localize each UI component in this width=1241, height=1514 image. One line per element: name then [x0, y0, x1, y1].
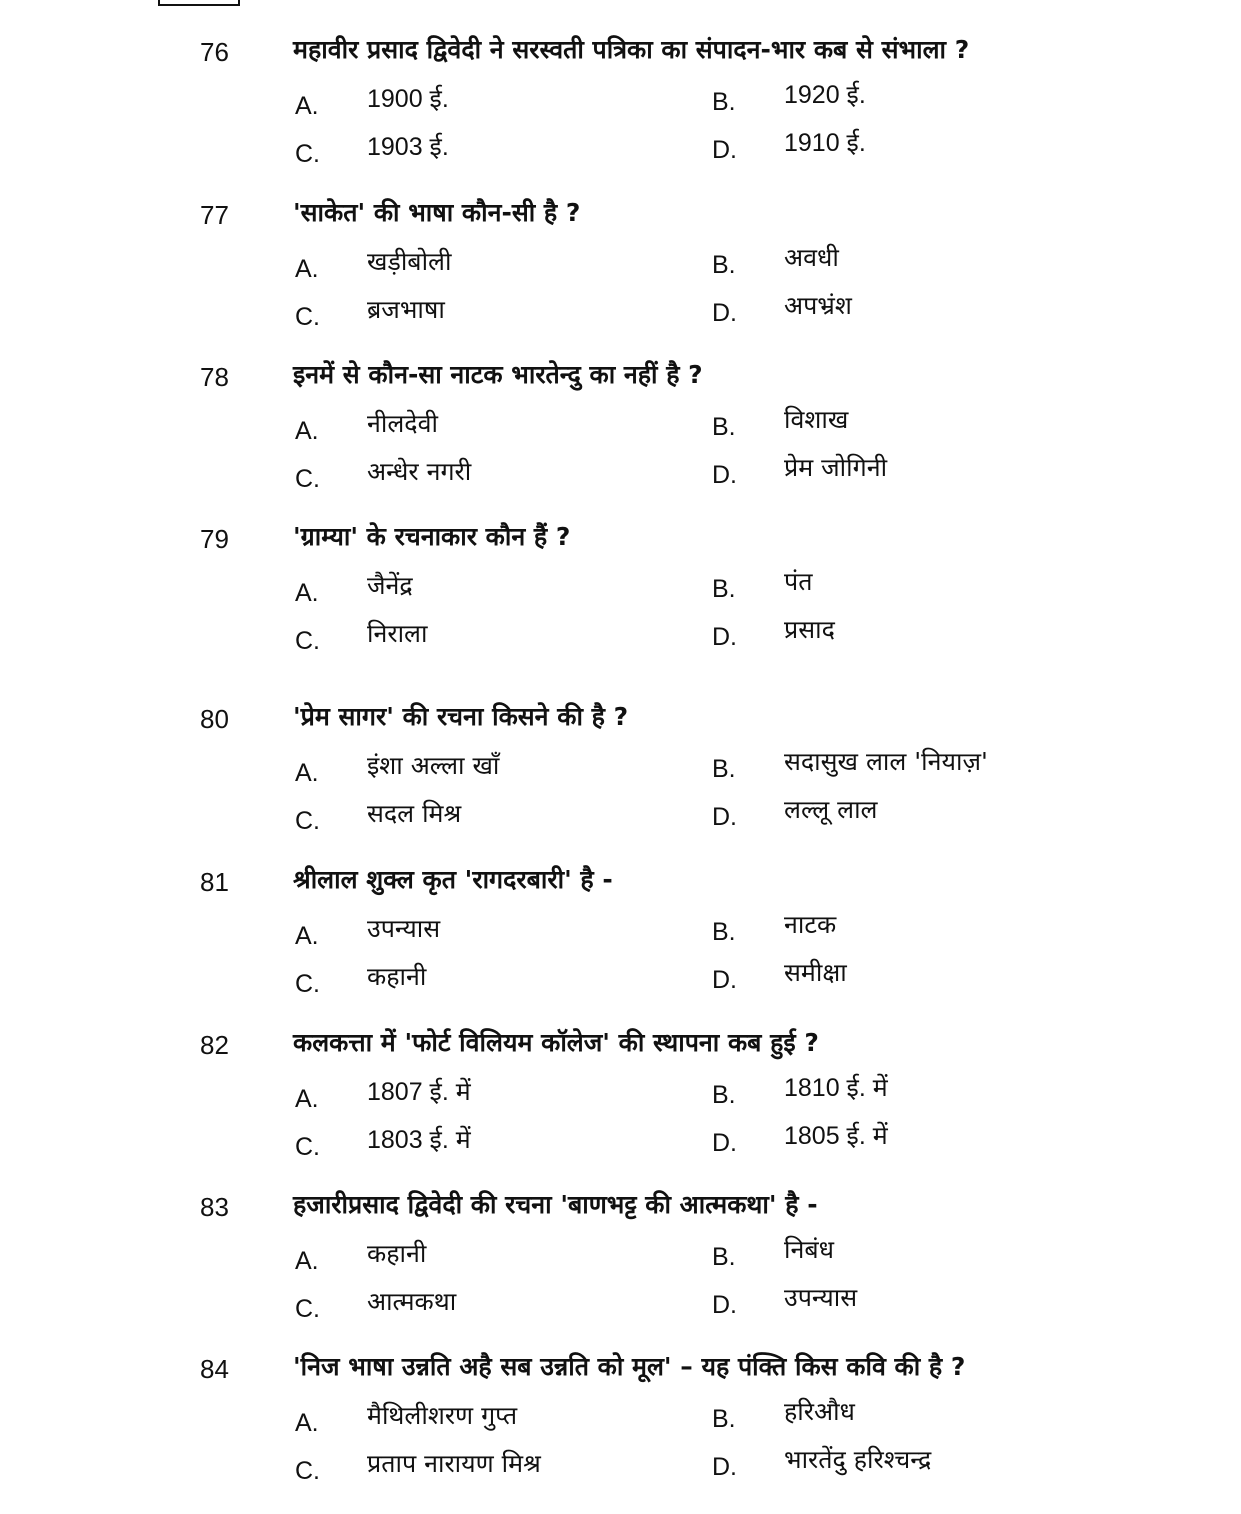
option-letter: C.: [295, 807, 320, 835]
option-text: नाटक: [784, 910, 837, 939]
booklet-code-box: [158, 0, 240, 6]
option-text: 1903 ई.: [367, 133, 449, 161]
question-78: [0, 362, 1241, 522]
question-number: 83: [200, 1192, 229, 1222]
option-letter: C.: [295, 303, 320, 331]
option-text: उपन्यास: [784, 1283, 858, 1312]
question-number: 78: [200, 362, 229, 392]
option-text: 1920 ई.: [784, 81, 866, 109]
option-letter: D.: [712, 461, 737, 489]
question-number: 76: [200, 37, 229, 67]
question-number: 80: [200, 704, 229, 734]
option-text: 1810 ई. में: [784, 1074, 888, 1102]
option-letter: B.: [712, 251, 736, 279]
option-letter: B.: [712, 413, 736, 441]
option-text: 1900 ई.: [367, 85, 449, 113]
option-letter: C.: [295, 465, 320, 493]
question-text: 'ग्राम्या' के रचनाकार कौन हैं ?: [293, 522, 571, 551]
question-text: कलकत्ता में 'फोर्ट विलियम कॉलेज' की स्थापना कब हुई ?: [293, 1028, 819, 1057]
option-text: प्रसाद: [784, 615, 835, 644]
option-letter: B.: [712, 918, 736, 946]
question-80: [0, 704, 1241, 864]
option-letter: A.: [295, 1085, 319, 1113]
option-letter: A.: [295, 922, 319, 950]
option-letter: D.: [712, 1453, 737, 1481]
question-text: 'प्रेम सागर' की रचना किसने की है ?: [293, 702, 629, 731]
option-letter: D.: [712, 1129, 737, 1157]
option-letter: D.: [712, 803, 737, 831]
question-84: [0, 1354, 1241, 1514]
option-text: आत्मकथा: [367, 1287, 457, 1316]
option-letter: D.: [712, 136, 737, 164]
option-letter: D.: [712, 1291, 737, 1319]
option-letter: C.: [295, 1295, 320, 1323]
option-text: समीक्षा: [784, 958, 847, 987]
question-text: हजारीप्रसाद द्विवेदी की रचना 'बाणभट्ट की आत्मकथा' है -: [293, 1190, 818, 1219]
option-text: लल्लू लाल: [784, 795, 878, 824]
option-letter: C.: [295, 140, 320, 168]
option-text: भारतेंदु हरिश्चन्द्र: [784, 1445, 932, 1474]
option-letter: C.: [295, 1457, 320, 1485]
question-82: [0, 1030, 1241, 1190]
option-text: नीलदेवी: [367, 409, 438, 438]
option-letter: A.: [295, 92, 319, 120]
option-text: निबंध: [784, 1235, 835, 1264]
option-text: विशाख: [784, 405, 849, 434]
option-letter: D.: [712, 623, 737, 651]
option-text: अपभ्रंश: [784, 291, 852, 320]
option-text: निराला: [367, 619, 428, 648]
option-text: जैनेंद्र: [367, 571, 413, 600]
option-text: अवधी: [784, 243, 839, 272]
question-text: महावीर प्रसाद द्विवेदी ने सरस्वती पत्रिका का संपादन-भार कब से संभाला ?: [293, 35, 970, 64]
question-text: श्रीलाल शुक्ल कृत 'रागदरबारी' है -: [293, 865, 613, 894]
option-letter: C.: [295, 627, 320, 655]
option-letter: A.: [295, 1247, 319, 1275]
question-79: [0, 524, 1241, 684]
option-letter: B.: [712, 755, 736, 783]
option-letter: D.: [712, 299, 737, 327]
option-letter: B.: [712, 1081, 736, 1109]
option-text: खड़ीबोली: [367, 247, 452, 276]
option-letter: B.: [712, 1243, 736, 1271]
option-text: 1910 ई.: [784, 129, 866, 157]
option-text: 1807 ई. में: [367, 1078, 471, 1106]
option-text: 1803 ई. में: [367, 1126, 471, 1154]
question-text: 'साकेत' की भाषा कौन-सी है ?: [293, 198, 581, 227]
question-81: [0, 867, 1241, 1027]
option-letter: B.: [712, 88, 736, 116]
option-text: अन्धेर नगरी: [367, 457, 472, 486]
question-text: 'निज भाषा उन्नति अहै सब उन्नति को मूल' – यह पंक्ति किस कवि की है ?: [293, 1352, 966, 1381]
question-number: 84: [200, 1354, 229, 1384]
option-letter: B.: [712, 575, 736, 603]
option-letter: C.: [295, 1133, 320, 1161]
option-letter: C.: [295, 970, 320, 998]
option-text: प्रताप नारायण मिश्र: [367, 1449, 541, 1478]
question-77: [0, 200, 1241, 360]
option-text: कहानी: [367, 1239, 427, 1268]
option-letter: D.: [712, 966, 737, 994]
option-text: इंशा अल्ला खाँ: [367, 751, 500, 780]
option-text: हरिऔध: [784, 1397, 855, 1426]
option-text: ब्रजभाषा: [367, 295, 445, 324]
option-text: कहानी: [367, 962, 427, 991]
option-letter: B.: [712, 1405, 736, 1433]
option-text: 1805 ई. में: [784, 1122, 888, 1150]
option-text: मैथिलीशरण गुप्त: [367, 1401, 518, 1430]
option-text: सदल मिश्र: [367, 799, 462, 828]
option-text: उपन्यास: [367, 914, 441, 943]
option-letter: A.: [295, 579, 319, 607]
question-76: [0, 37, 1241, 197]
question-text: इनमें से कौन-सा नाटक भारतेन्दु का नहीं है ?: [293, 360, 703, 389]
option-letter: A.: [295, 1409, 319, 1437]
option-text: सदासुख लाल 'नियाज़': [784, 747, 988, 776]
question-number: 77: [200, 200, 229, 230]
question-83: [0, 1192, 1241, 1352]
option-letter: A.: [295, 255, 319, 283]
question-number: 81: [200, 867, 229, 897]
option-text: प्रेम जोगिनी: [784, 453, 888, 482]
question-number: 82: [200, 1030, 229, 1060]
option-letter: A.: [295, 417, 319, 445]
question-number: 79: [200, 524, 229, 554]
option-text: पंत: [784, 567, 813, 596]
option-letter: A.: [295, 759, 319, 787]
